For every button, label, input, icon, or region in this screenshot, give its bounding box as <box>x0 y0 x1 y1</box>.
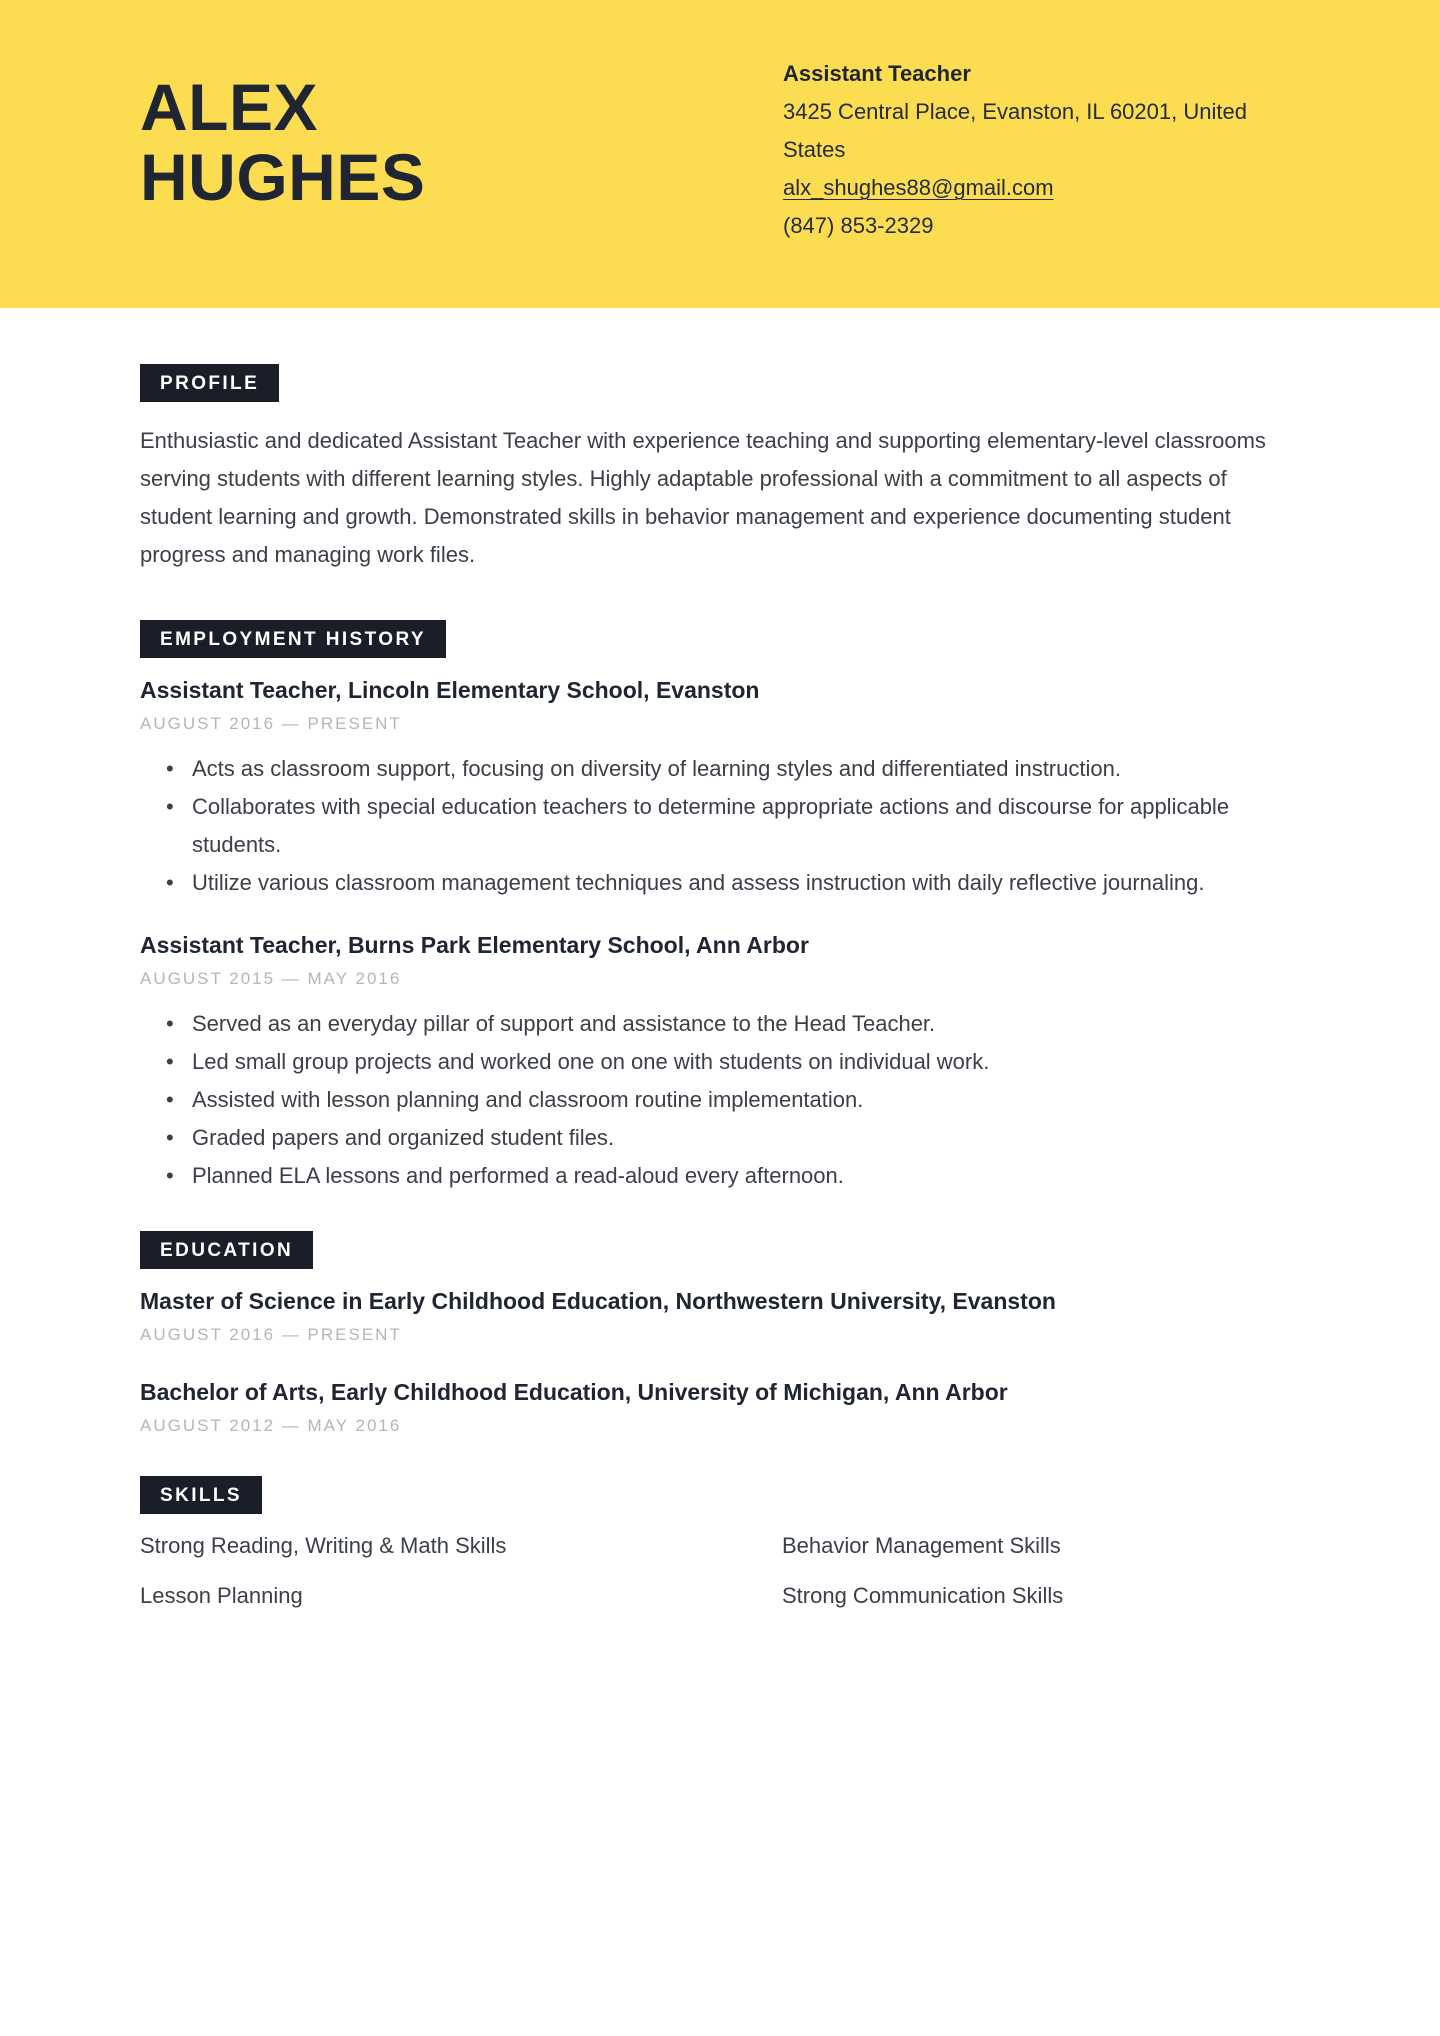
profile-summary: Enthusiastic and dedicated Assistant Teacher with experience teaching and supporting elementary-level classrooms serving students with different learning styles. Highly adaptable professional with a commitment to all aspects of student learning and growth. Demonstrated skills in behavior management and experience documenting student progress and managing work files. <box>140 428 1266 567</box>
education-title: Bachelor of Arts, Early Childhood Education, University of Michigan, Ann Arbor <box>140 1379 1008 1405</box>
candidate-name-line-2: HUGHES <box>140 140 426 214</box>
skill-item: Strong Communication Skills <box>782 1583 1064 1608</box>
education-entry-northwestern <box>140 1286 1300 1347</box>
section-label-employment: EMPLOYMENT HISTORY <box>140 620 446 658</box>
candidate-name-line-1: ALEX <box>140 70 319 144</box>
section-label-education: EDUCATION <box>140 1231 313 1269</box>
job-bullet: • Planned ELA lessons and performed a read-aloud every afternoon. <box>140 1157 1300 1195</box>
job-bullet-list <box>140 750 1300 902</box>
section-education <box>140 1195 1300 1438</box>
job-title: Assistant Teacher, Lincoln Elementary School, Evanston <box>140 677 760 703</box>
job-bullet: • Graded papers and organized student files. <box>140 1119 1300 1157</box>
section-profile <box>140 308 1300 574</box>
job-bullet: • Utilize various classroom management techniques and assess instruction with daily reflective journaling. <box>140 864 1300 902</box>
candidate-name <box>140 72 425 212</box>
education-dates: AUGUST 2012 — MAY 2016 <box>140 1416 402 1435</box>
section-label-profile: PROFILE <box>140 364 279 402</box>
skills-grid <box>140 1532 1300 1610</box>
candidate-phone: (847) 853-2329 <box>783 213 934 238</box>
candidate-address: 3425 Central Place, Evanston, IL 60201, United States <box>783 99 1247 162</box>
job-title: Assistant Teacher, Burns Park Elementary School, Ann Arbor <box>140 932 809 958</box>
job-dates: AUGUST 2015 — MAY 2016 <box>140 969 402 988</box>
job-bullet: • Assisted with lesson planning and classroom routine implementation. <box>140 1081 1300 1119</box>
section-label-skills: SKILLS <box>140 1476 262 1514</box>
skill-item: Behavior Management Skills <box>782 1533 1061 1558</box>
contact-block <box>783 55 1275 245</box>
job-dates: AUGUST 2016 — PRESENT <box>140 714 402 733</box>
job-bullet: • Collaborates with special education teachers to determine appropriate actions and discourse for applicable students. <box>140 788 1300 864</box>
section-skills <box>140 1438 1300 1610</box>
skill-item: Strong Reading, Writing & Math Skills <box>140 1533 507 1558</box>
candidate-job-title: Assistant Teacher <box>783 61 971 86</box>
job-bullet-list <box>140 1005 1300 1195</box>
job-bullet: • Led small group projects and worked one on one with students on individual work. <box>140 1043 1300 1081</box>
job-bullet: • Acts as classroom support, focusing on diversity of learning styles and differentiated instruction. <box>140 750 1300 788</box>
resume-body <box>0 308 1440 1610</box>
skill-item: Lesson Planning <box>140 1583 303 1608</box>
candidate-email-link[interactable]: alx_shughes88@gmail.com <box>783 175 1054 200</box>
job-entry-burns-park <box>140 930 1300 1195</box>
education-entry-michigan <box>140 1377 1300 1438</box>
job-entry-lincoln <box>140 675 1300 902</box>
job-bullet: • Served as an everyday pillar of support and assistance to the Head Teacher. <box>140 1005 1300 1043</box>
resume-header <box>0 0 1440 308</box>
education-title: Master of Science in Early Childhood Education, Northwestern University, Evanston <box>140 1288 1056 1314</box>
education-dates: AUGUST 2016 — PRESENT <box>140 1325 402 1344</box>
section-employment-history <box>140 574 1300 1195</box>
